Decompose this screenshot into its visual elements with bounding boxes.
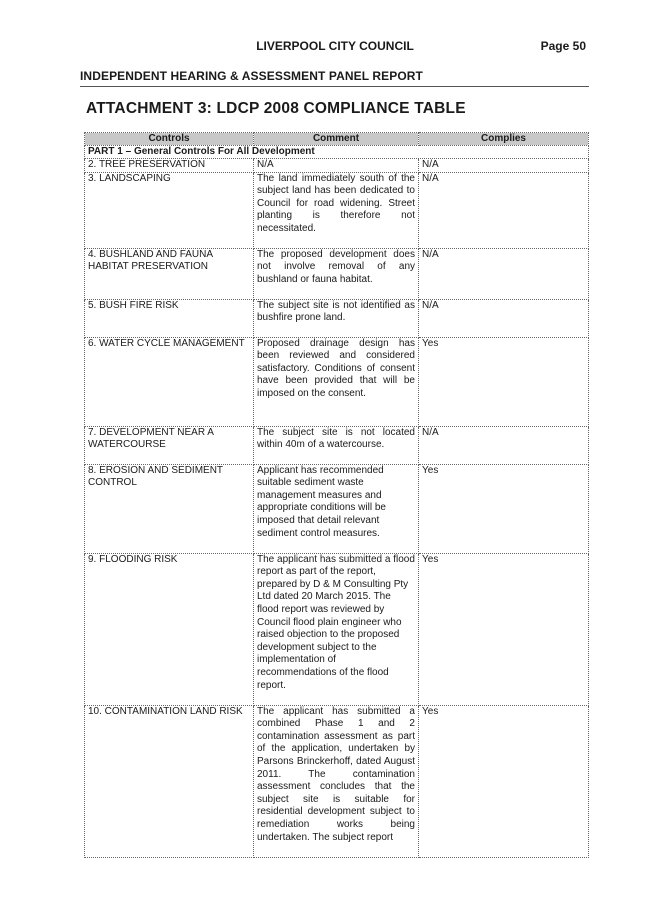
table-row [85,248,589,299]
complies-cell: N/A [419,248,589,299]
comment-cell: The subject site is not identified as bushfire prone land. [254,299,419,337]
complies-cell: Yes [419,337,589,426]
table-row [85,299,589,337]
complies-cell: Yes [419,464,589,553]
comment-cell: Applicant has recommended suitable sediment waste management measures and appropriate conditions will be imposed that detail relevant sediment control measures. [254,464,419,553]
comment-cell: The applicant has submitted a combined Phase 1 and 2 contamination assessment as part of the application, undertaken by Parsons Brinckerhoff, dated August 2011. The contamination assessment concludes that the subject site is suitable for residential development subject to remediation works being undertaken. The subject report [254,705,419,857]
table-row [85,553,589,705]
table-row [85,464,589,553]
control-cell: 10. CONTAMINATION LAND RISK [85,705,254,857]
control-cell: 4. BUSHLAND AND FAUNA HABITAT PRESERVATION [85,248,254,299]
column-header-controls: Controls [85,133,254,146]
part-row [85,146,589,159]
complies-cell: N/A [419,159,589,173]
control-cell: 9. FLOODING RISK [85,553,254,705]
complies-cell: N/A [419,172,589,248]
column-header-complies: Complies [419,133,589,146]
compliance-table [84,132,589,858]
table-row [85,172,589,248]
comment-cell: The subject site is not located within 40m of a watercourse. [254,426,419,464]
complies-cell: Yes [419,553,589,705]
control-cell: 3. LANDSCAPING [85,172,254,248]
table-header-row [85,133,589,146]
page-number: Page 50 [540,39,586,53]
table-row [85,159,589,173]
complies-cell: Yes [419,705,589,857]
table-row [85,426,589,464]
comment-cell: Proposed drainage design has been reviewed and considered satisfactory. Conditions of consent have been provided that will be imposed on the consent. [254,337,419,426]
complies-cell: N/A [419,299,589,337]
council-name: LIVERPOOL CITY COUNCIL [256,39,414,53]
control-cell: 5. BUSH FIRE RISK [85,299,254,337]
control-cell: 8. EROSION AND SEDIMENT CONTROL [85,464,254,553]
comment-cell: N/A [254,159,419,173]
page-header [80,39,590,55]
column-header-comment: Comment [254,133,419,146]
table-row [85,337,589,426]
comment-cell: The land immediately south of the subject land has been dedicated to Council for road widening. Street planting is therefore not necessitated. [254,172,419,248]
comment-cell: The applicant has submitted a flood report as part of the report, prepared by D & M Consulting Pty Ltd dated 20 March 2015. The flood report was reviewed by Council flood plain engineer who raised objection to the proposed development subject to the implementation of recommendations of the flood report. [254,553,419,705]
control-cell: 2. TREE PRESERVATION [85,159,254,173]
header-divider [80,86,589,87]
part-title: PART 1 – General Controls For All Development [85,146,589,159]
report-title: INDEPENDENT HEARING & ASSESSMENT PANEL REPORT [80,69,423,83]
control-cell: 6. WATER CYCLE MANAGEMENT [85,337,254,426]
table-row [85,705,589,857]
comment-cell: The proposed development does not involve removal of any bushland or fauna habitat. [254,248,419,299]
control-cell: 7. DEVELOPMENT NEAR A WATERCOURSE [85,426,254,464]
complies-cell: N/A [419,426,589,464]
attachment-title: ATTACHMENT 3: LDCP 2008 COMPLIANCE TABLE [86,100,466,117]
